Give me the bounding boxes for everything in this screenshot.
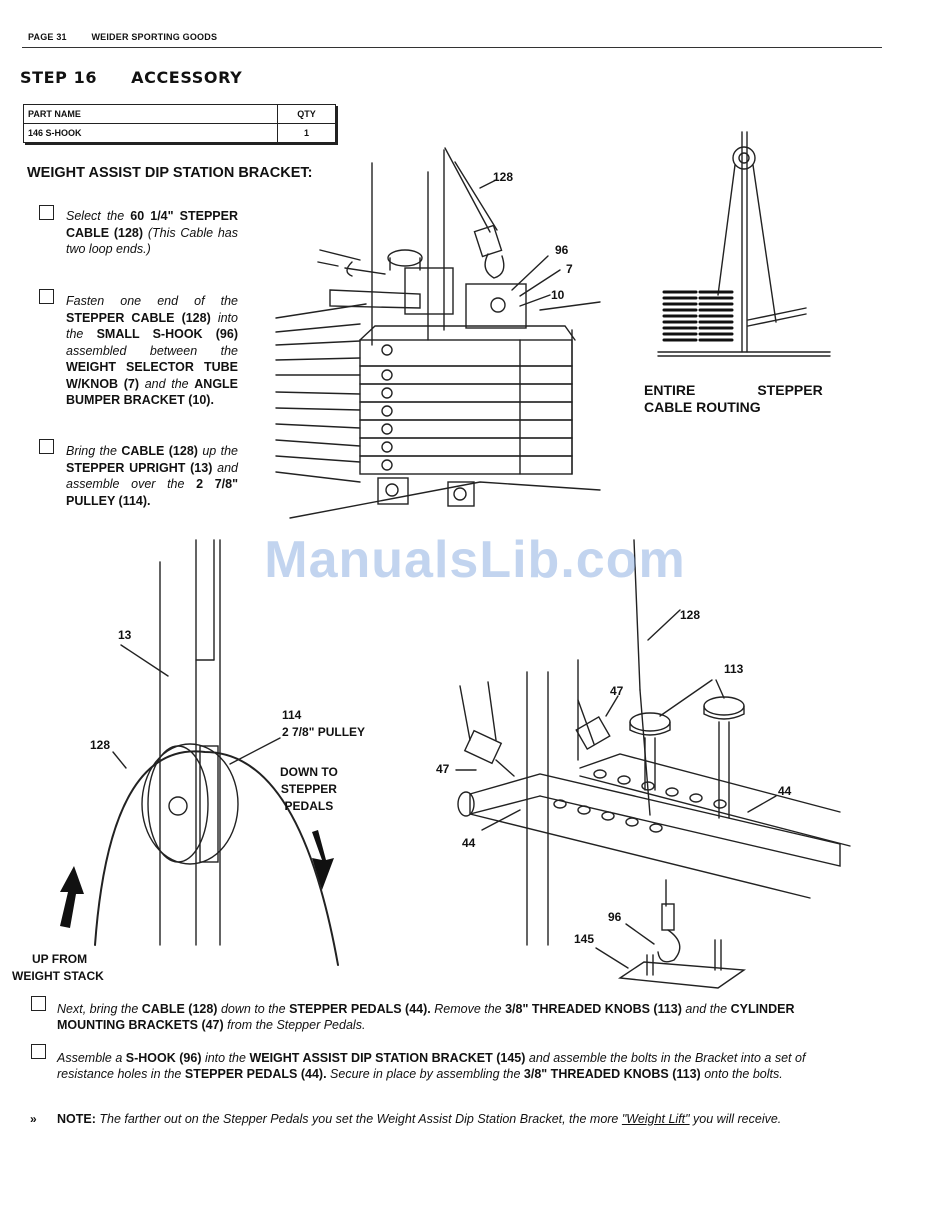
page-number: PAGE 31 (28, 32, 67, 42)
instruction-4: Next, bring the CABLE (128) down to the STEPPER PEDALS (44). Remove the 3/8" THREADED KNOBS (113) and the CYLINDER MOUNTING BRACKETS (47) from the Stepper Pedals. (57, 1002, 795, 1032)
routing-caption-line1: ENTIRE STEPPER (644, 382, 823, 398)
label-44-left: 44 (462, 836, 476, 850)
section-subtitle: WEIGHT ASSIST DIP STATION BRACKET: (27, 165, 313, 181)
col-qty: QTY (278, 105, 336, 124)
instruction-5: Assemble a S-HOOK (96) into the WEIGHT ASSIST DIP STATION BRACKET (145) and assemble the bolts in the Bracket into a set of resistance holes in the STEPPER PEDALS (44). Secure in place by assembling the 3/8" THREADED KNOBS (113) onto the bolts. (57, 1051, 806, 1081)
label-128-pedals: 128 (680, 608, 701, 622)
label-96-top: 96 (555, 243, 569, 257)
qty-cell: 1 (278, 124, 336, 143)
step-number: STEP 16 (20, 68, 98, 87)
instruction-1: Select the 60 1/4" STEPPER CABLE (128) (This Cable has two loop ends.) (66, 209, 238, 256)
label-145: 145 (574, 932, 595, 946)
col-part-name: PART NAME (24, 105, 278, 124)
label-47-left: 47 (436, 762, 450, 776)
instruction-checkbox-5[interactable] (31, 1044, 46, 1059)
label-96-pedals: 96 (608, 910, 622, 924)
label-pulley: 2 7/8" PULLEY (282, 725, 366, 739)
watermark: ManualsLib.com (264, 531, 686, 589)
label-down-to-pedals: DOWN TO STEPPER PEDALS (280, 765, 338, 813)
label-7: 7 (566, 262, 573, 276)
label-113: 113 (724, 662, 744, 676)
instruction-2: Fasten one end of the STEPPER CABLE (128) into the SMALL S-HOOK (96) assembled between the WEIGHT SELECTOR TUBE W/KNOB (7) and the ANGLE BUMPER BRACKET (10). (66, 294, 239, 407)
company-name: WEIDER SPORTING GOODS (91, 32, 218, 42)
instruction-3: Bring the CABLE (128) up the STEPPER UPRIGHT (13) and assemble over the 2 7/8" PULLEY (114). (66, 444, 239, 508)
routing-caption-line2: CABLE ROUTING (644, 399, 761, 415)
label-up-from: UP FROM (32, 952, 88, 966)
label-114: 114 (282, 708, 302, 722)
note-text: NOTE: The farther out on the Stepper Pedals you set the Weight Assist Dip Station Bracket, the more "Weight Lift" you will receive. (57, 1112, 782, 1126)
label-10: 10 (551, 288, 565, 302)
part-name-cell: 146 S-HOOK (24, 124, 278, 143)
label-44-right: 44 (778, 784, 792, 798)
label-47-right: 47 (610, 684, 624, 698)
label-128-top: 128 (493, 170, 514, 184)
note-bullet-icon: » (30, 1112, 37, 1126)
instruction-checkbox-4[interactable] (31, 996, 46, 1011)
step-section: ACCESSORY (131, 68, 243, 87)
label-13: 13 (118, 628, 132, 642)
label-128-pulley: 128 (90, 738, 111, 752)
pulley-figure (95, 540, 338, 965)
weight-stack-figure (276, 148, 600, 518)
label-weight-stack: WEIGHT STACK (12, 969, 104, 983)
stepper-pedals-figure (456, 540, 850, 988)
weight-lift-term: "Weight Lift" (621, 1112, 690, 1126)
